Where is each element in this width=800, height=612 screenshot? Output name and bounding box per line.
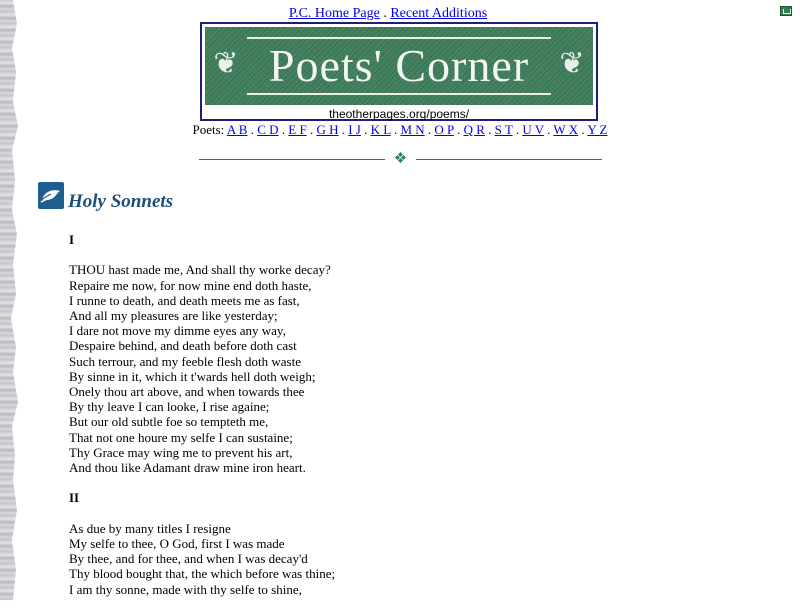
book-icon[interactable] bbox=[780, 6, 792, 16]
letter-link-uv[interactable]: U V bbox=[522, 122, 544, 137]
quill-icon bbox=[38, 182, 64, 209]
poem-line: Thy Grace may wing me to prevent his art, bbox=[69, 444, 293, 460]
poem-line: I dare not move my dimme eyes any way, bbox=[69, 323, 286, 339]
sonnet-number: II bbox=[69, 490, 80, 506]
letter-link-ij[interactable]: I J bbox=[348, 122, 361, 137]
poem-line: My selfe to thee, O God, first I was made bbox=[69, 536, 285, 552]
poem-line: By thy leave I can looke, I rise againe; bbox=[69, 399, 270, 415]
banner-title: Poets' Corner bbox=[268, 40, 530, 91]
poets-corner-banner[interactable] bbox=[200, 22, 598, 121]
banner-url: theotherpages.org/poems/ bbox=[328, 107, 470, 121]
divider-line-right bbox=[416, 159, 602, 160]
sonnet-stanza bbox=[69, 262, 569, 475]
letter-link-kl[interactable]: K L bbox=[370, 122, 391, 137]
sonnet-stanza bbox=[69, 521, 569, 597]
poem-line: I am thy sonne, made with thy selfe to shine, bbox=[69, 581, 302, 597]
letter-link-qr[interactable]: Q R bbox=[463, 122, 485, 137]
banner-title-frame bbox=[247, 37, 551, 95]
poem-line: But our old subtle foe so tempteth me, bbox=[69, 414, 269, 430]
diamond-ornament-icon: ❖ bbox=[393, 151, 408, 167]
letter-link-yz[interactable]: Y Z bbox=[587, 122, 608, 137]
poem-body bbox=[69, 232, 569, 612]
letter-link-cd[interactable]: C D bbox=[257, 122, 279, 137]
poem-line: Onely thou art above, and when towards thee bbox=[69, 384, 305, 400]
poets-label: Poets: bbox=[192, 122, 225, 137]
poem-line: I runne to death, and death meets me as fast, bbox=[69, 292, 300, 308]
letter-link-ef[interactable]: E F bbox=[288, 122, 307, 137]
recent-additions-link[interactable]: Recent Additions bbox=[390, 6, 488, 21]
poem-line: By sinne in it, which it t'wards hell doth weigh; bbox=[69, 368, 316, 384]
banner-background bbox=[205, 27, 593, 105]
poem-line: Such terrour, and my feeble flesh doth waste bbox=[69, 353, 301, 369]
poem-line: Thy blood bought that, the which before was thine; bbox=[69, 566, 336, 582]
poem-line: And all my pleasures are like yesterday; bbox=[69, 308, 278, 323]
poem-line: That not one houre my selfe I can sustaine; bbox=[69, 429, 293, 445]
section-divider bbox=[199, 151, 602, 167]
divider-line-left bbox=[199, 159, 385, 160]
poem-line: THOU hast made me, And shall thy worke decay? bbox=[69, 262, 331, 278]
letter-link-st[interactable]: S T bbox=[494, 122, 513, 137]
sonnet-number: I bbox=[69, 232, 75, 247]
nav-separator: . bbox=[379, 6, 391, 21]
letter-link-op[interactable]: O P bbox=[434, 122, 454, 137]
fleur-ornament-icon: ❦ bbox=[559, 46, 585, 80]
top-navigation bbox=[0, 6, 776, 22]
poem-line: Despaire behind, and death before doth cast bbox=[69, 338, 297, 354]
poem-line: As due by many titles I resigne bbox=[69, 520, 231, 536]
home-page-link[interactable]: P.C. Home Page bbox=[288, 6, 380, 21]
poem-line: Repaire me now, for now mine end doth haste, bbox=[69, 277, 312, 293]
poem-title: Holy Sonnets bbox=[68, 191, 174, 212]
poem-line: By thee, and for thee, and when I was decay'd bbox=[69, 551, 308, 567]
fleur-ornament-icon: ❦ bbox=[213, 46, 239, 80]
letter-link-mn[interactable]: M N bbox=[400, 122, 425, 137]
letter-link-ab[interactable]: A B bbox=[226, 122, 248, 137]
poets-alphabet-nav: Poets: A B . C D . E F . G H . I J . K L . M N . O P . Q R . S T . U V . W X . Y Z bbox=[192, 122, 608, 137]
poem-line: And thou like Adamant draw mine iron heart. bbox=[69, 460, 306, 476]
letter-link-gh[interactable]: G H bbox=[316, 122, 339, 137]
letter-link-wx[interactable]: W X bbox=[553, 122, 579, 137]
stone-border-decoration bbox=[0, 0, 20, 600]
